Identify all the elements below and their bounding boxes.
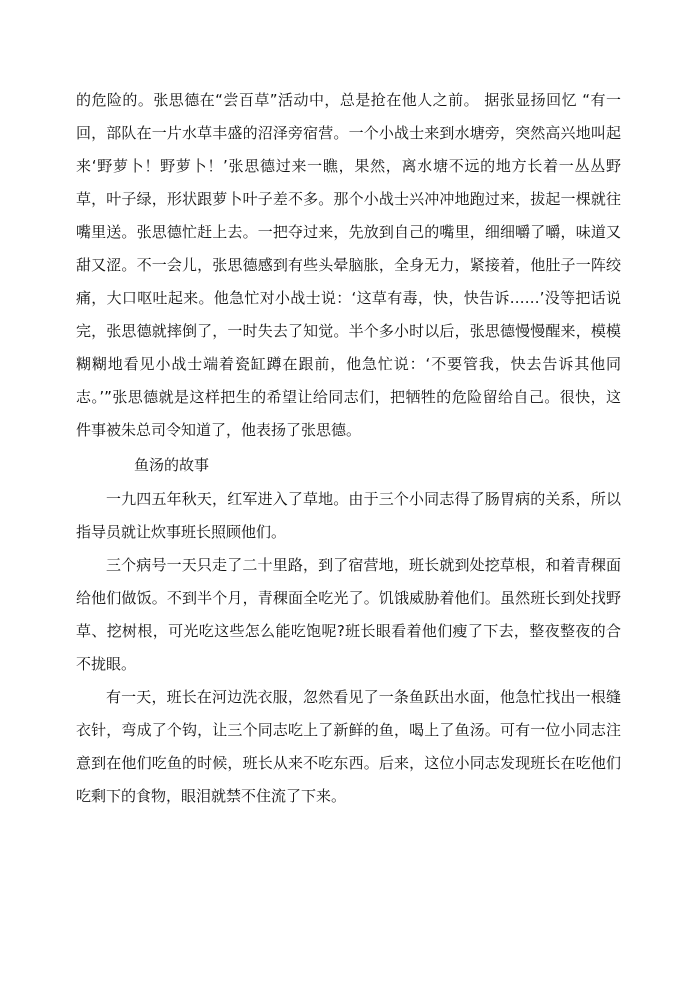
paragraph-zhang-side: 的危险的。张思德在“尝百草”活动中，总是抢在他人之前。 据张显扬回忆 “有一回，部队在一片水草丰盛的沼泽旁宿营。一个小战士来到水塘旁，突然高兴地叫起来‘野萝卜！野萝卜！’张思德过来一瞧，果然，离水塘不远的地方长着一丛丛野草，叶子绿，形状跟萝卜叶子差不多。那个小战士兴冲冲地跑过来，拔起一棵就往嘴里送。张思德忙赶上去。一把夺过来，先放到自己的嘴里，细细嚼了嚼，味道又甜又涩。不一会儿，张思德感到有些头晕脑胀，全身无力，紧接着，他肚子一阵绞痛，大口呕吐起来。他急忙对小战士说：‘这草有毒，快，快告诉……’没等把话说完，张思德就摔倒了，一时失去了知觉。半个多小时以后，张思德慢慢醒来，模模糊糊地看见小战士端着瓷缸蹲在跟前，他急忙说：‘不要管我，快去告诉其他同志。’”张思德就是这样把生的希望让给同志们，把牺牲的危险留给自己。很快，这件事被朱总司令知道了，他表扬了张思德。	[76, 91, 621, 439]
story-paragraph-1: 一九四五年秋天，红军进入了草地。由于三个小同志得了肠胃病的关系，所以指导员就让炊事班长照顾他们。	[76, 490, 621, 541]
story-paragraph-2: 三个病号一天只走了二十里路，到了宿营地，班长就到处挖草根，和着青稞面给他们做饭。不到半个月，青稞面全吃光了。饥饿威胁着他们。虽然班长到处找野草、挖树根，可光吃这些怎么能吃饱呢?班长眼看着他们瘦了下去，整夜整夜的合不拢眼。	[76, 556, 621, 673]
story-title: 鱼汤的故事	[134, 456, 210, 474]
document-body	[76, 84, 621, 813]
story-paragraph-3: 有一天，班长在河边洗衣服，忽然看见了一条鱼跃出水面，他急忙找出一根缝衣针，弯成了个钩，让三个同志吃上了新鲜的鱼，喝上了鱼汤。可有一位小同志注意到在他们吃鱼的时候，班长从来不吃东西。后来，这位小同志发现班长在吃他们吃剩下的食物，眼泪就禁不住流了下来。	[76, 688, 621, 805]
